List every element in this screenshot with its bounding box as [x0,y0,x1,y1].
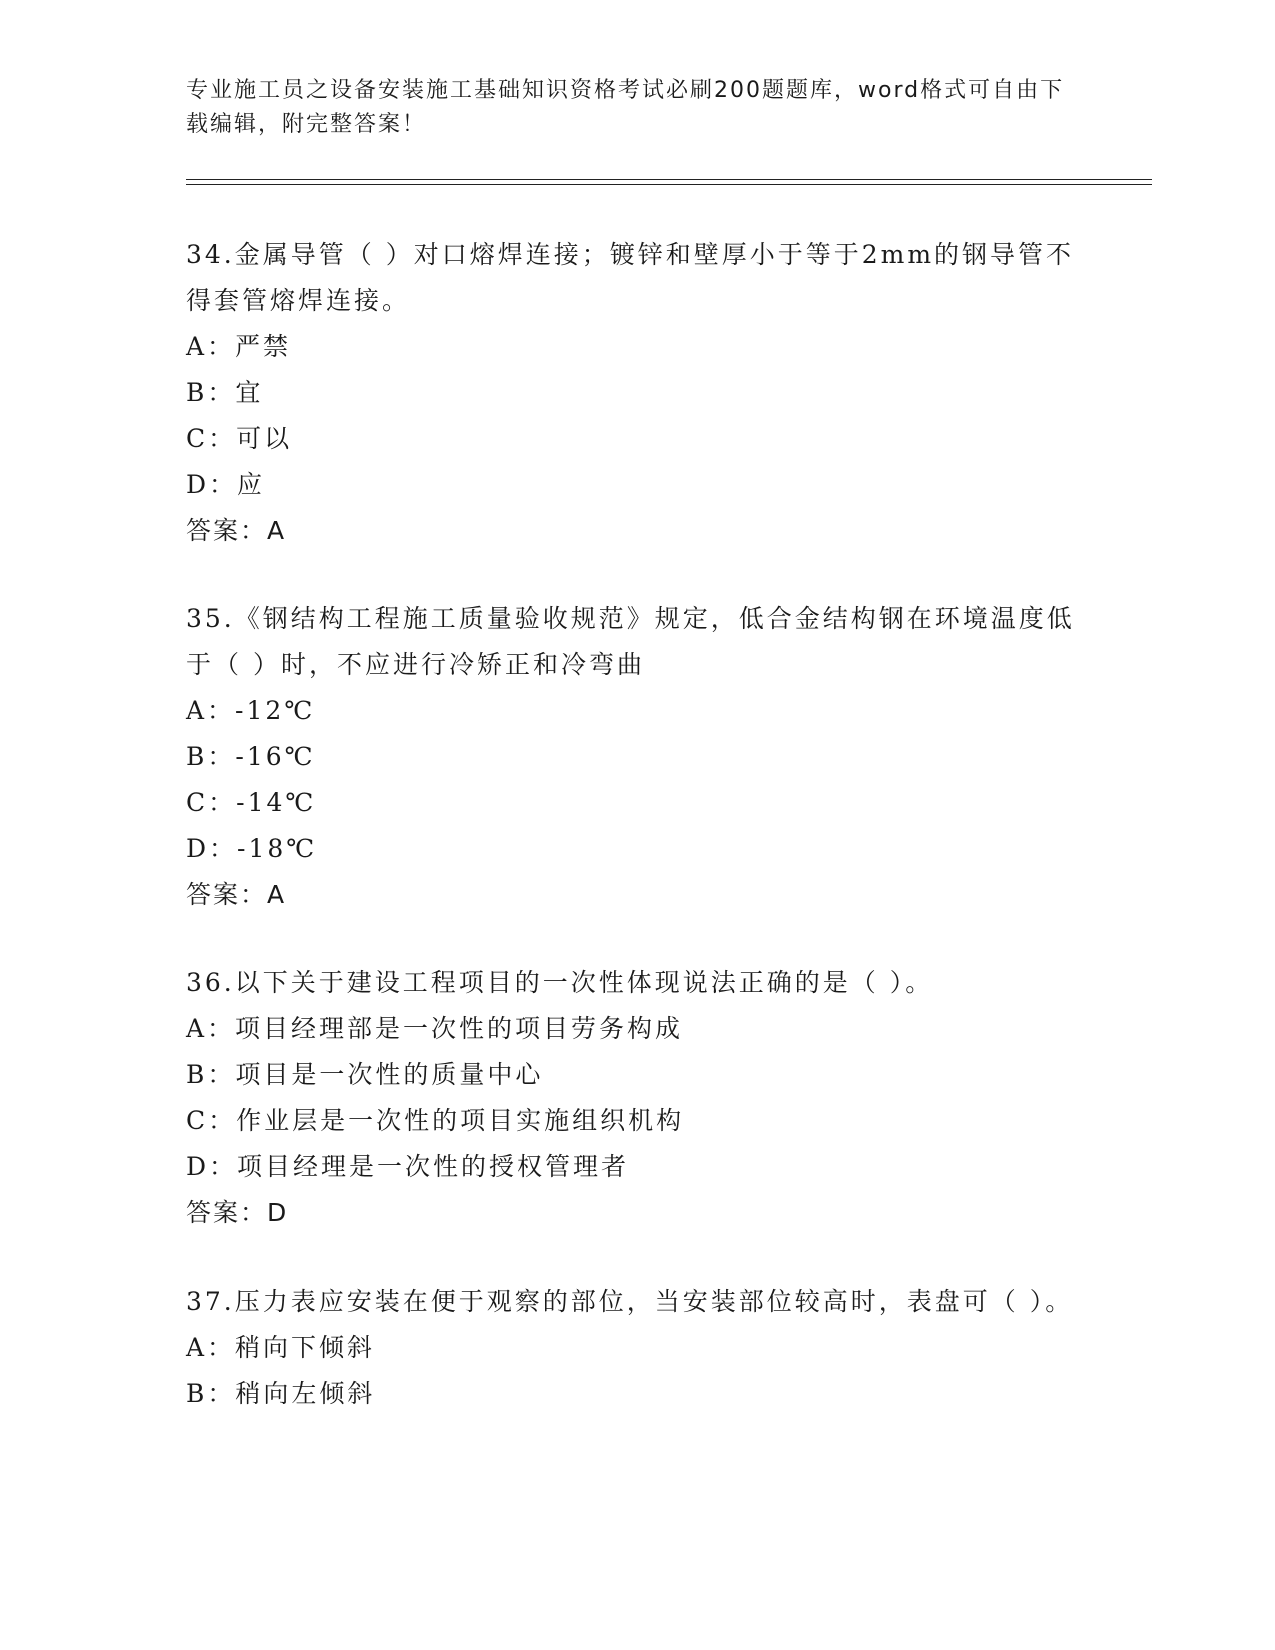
option-b: B：-16℃ [186,742,316,771]
question-stem: 34.金属导管（ ）对口熔焊连接；镀锌和壁厚小于等于2mm的钢导管不得套管熔焊连接。 [186,240,1075,315]
question-34 [186,232,1086,554]
document-header-title: 专业施工员之设备安装施工基础知识资格考试必刷200题题库，word格式可自由下载编辑，附完整答案！ [186,78,1065,137]
option-b: B：稍向左倾斜 [186,1379,376,1408]
option-a: A：-12℃ [186,696,316,725]
answer-key: 答案：D [186,1198,289,1227]
question-35 [186,596,1086,918]
question-37 [186,1279,1086,1417]
question-stem: 36.以下关于建设工程项目的一次性体现说法正确的是（ ）。 [186,968,934,997]
option-d: D：应 [186,470,266,499]
option-c: C：-14℃ [186,788,317,817]
option-a: A：严禁 [186,332,292,361]
option-b: B：项目是一次性的质量中心 [186,1060,544,1089]
option-b: B：宜 [186,378,264,407]
option-d: D：项目经理是一次性的授权管理者 [186,1152,630,1181]
option-c: C：可以 [186,424,293,453]
header-divider-bottom [186,184,1152,185]
option-a: A：稍向下倾斜 [186,1333,376,1362]
question-stem: 35.《钢结构工程施工质量验收规范》规定，低合金结构钢在环境温度低于（ ）时，不应进行冷矫正和冷弯曲 [186,604,1075,679]
option-d: D：-18℃ [186,834,318,863]
option-a: A：项目经理部是一次性的项目劳务构成 [186,1014,684,1043]
answer-key: 答案：A [186,880,287,909]
answer-key: 答案：A [186,516,287,545]
question-stem: 37.压力表应安装在便于观察的部位，当安装部位较高时，表盘可（ ）。 [186,1287,1074,1316]
header-divider-top [186,179,1152,180]
question-36 [186,960,1086,1236]
option-c: C：作业层是一次性的项目实施组织机构 [186,1106,685,1135]
